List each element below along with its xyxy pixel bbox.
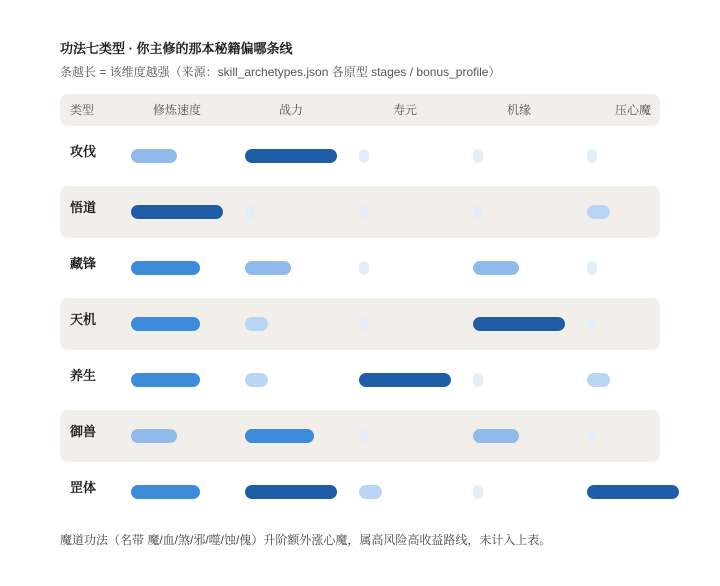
dimension-bar: [587, 373, 610, 387]
column-header: 寿元: [392, 103, 417, 117]
dimension-bar: [131, 149, 177, 163]
dimension-bar: [245, 317, 268, 331]
dimension-bar: [473, 373, 483, 387]
dimension-bar: [473, 205, 483, 219]
column-header: 修炼速度: [152, 103, 201, 117]
row-label: 攻伐: [70, 144, 97, 159]
dimension-bar: [359, 485, 382, 499]
dimension-bar: [587, 205, 610, 219]
dimension-bar: [131, 261, 200, 275]
dimension-bar: [473, 485, 483, 499]
dimension-bar: [245, 261, 291, 275]
row-label: 罡体: [70, 480, 97, 495]
row-label: 御兽: [70, 424, 97, 439]
dimension-bar: [131, 317, 200, 331]
archetype-row: [60, 354, 660, 406]
dimension-bar: [587, 261, 597, 275]
archetype-row: [60, 410, 660, 462]
dimension-bar: [245, 373, 268, 387]
dimension-bar: [359, 261, 369, 275]
archetype-row: [60, 130, 660, 182]
row-label: 养生: [70, 368, 97, 383]
archetype-matrix: [60, 94, 660, 518]
archetype-row: [60, 186, 660, 238]
dimension-bar: [245, 149, 337, 163]
dimension-bar: [587, 149, 597, 163]
dimension-bar: [587, 485, 679, 499]
dimension-bar: [359, 373, 451, 387]
row-label: 藏锋: [70, 256, 97, 271]
footnote: 魔道功法（名带 魔/血/煞/邪/噬/蚀/傀）升阶额外涨心魔，属高风险高收益路线，未计入上表。: [60, 533, 552, 547]
dimension-bar: [359, 429, 369, 443]
dimension-bar: [131, 429, 177, 443]
row-header-label: 类型: [70, 103, 95, 117]
column-header: 压心魔: [614, 103, 651, 117]
dimension-bar: [131, 205, 223, 219]
dimension-bar: [359, 205, 369, 219]
chart-title: 功法七类型 · 你主修的那本秘籍偏哪条线: [60, 41, 293, 56]
dimension-bar: [587, 429, 597, 443]
row-label: 天机: [70, 312, 97, 327]
dimension-bar: [245, 205, 255, 219]
archetype-row: [60, 298, 660, 350]
dimension-bar: [473, 149, 483, 163]
row-label: 悟道: [70, 200, 97, 215]
dimension-bar: [473, 261, 519, 275]
dimension-bar: [587, 317, 597, 331]
dimension-bar: [473, 429, 519, 443]
dimension-bar: [473, 317, 565, 331]
dimension-bar: [359, 317, 369, 331]
column-header: 机缘: [506, 103, 531, 117]
dimension-bar: [359, 149, 369, 163]
table-header: [60, 94, 660, 126]
dimension-bar: [245, 485, 337, 499]
column-header: 战力: [278, 103, 303, 117]
chart-subtitle: 条越长 = 该维度越强（来源：skill_archetypes.json 各原型 stages / bonus_profile）: [60, 65, 501, 79]
archetype-row: [60, 466, 660, 518]
dimension-bar: [131, 373, 200, 387]
dimension-bar: [131, 485, 200, 499]
archetype-row: [60, 242, 660, 294]
dimension-bar: [245, 429, 314, 443]
